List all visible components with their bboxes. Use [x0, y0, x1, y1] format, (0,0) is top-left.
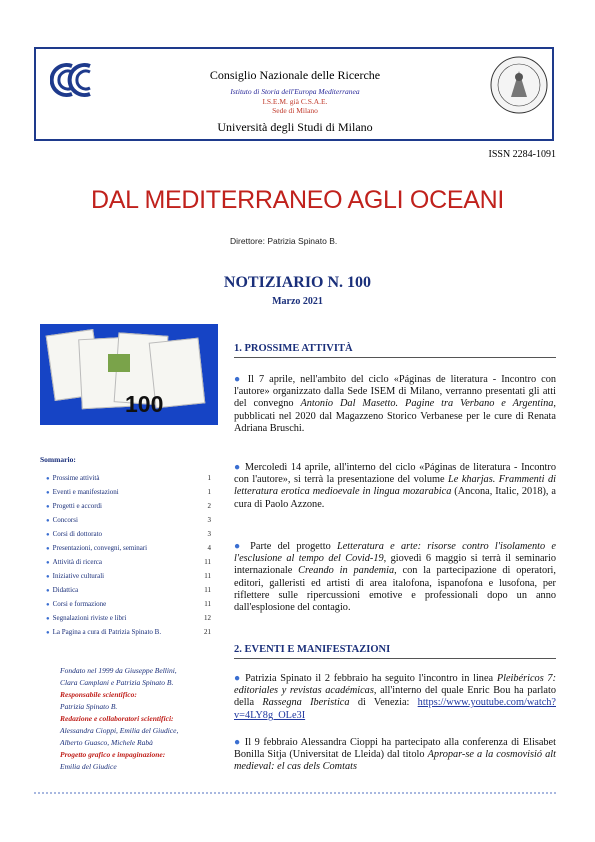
section-heading-1: 1. PROSSIME ATTIVITÀ [234, 343, 556, 358]
toc-item[interactable]: ● Progetti e accordi 2 [46, 502, 211, 510]
paragraph-4: ● Patrizia Spinato il 2 febbraio ha seguito l'incontro in linea Pleibéricos 7: editoriales y revistas académicas, all'interno del quale Enric Bou ha parlato della Rassegna Iberistica di Venezia: https://www.youtube.com/watch?v=4LY8g_OLe3I [234, 673, 556, 721]
summary-heading: Sommario: [40, 455, 76, 464]
page-title: DAL MEDITERRANEO AGLI OCEANI [91, 186, 504, 214]
issue-date: Marzo 2021 [272, 296, 323, 307]
toc-item[interactable]: ● Didattica 11 [46, 586, 211, 594]
toc-item[interactable]: ● Presentazioni, convegni, seminari 4 [46, 544, 211, 552]
cover-number: 100 [125, 391, 164, 417]
toc-item[interactable]: ● Segnalazioni riviste e libri 12 [46, 614, 211, 622]
toc-item[interactable]: ● Iniziative culturali 11 [46, 572, 211, 580]
credits-responsabile: Patrizia Spinato B. [60, 702, 118, 711]
university-seal-icon [489, 55, 549, 115]
youtube-link[interactable]: https://www.youtube.com/watch?v=4LY8g_OLe3I [234, 697, 556, 721]
credits-redazione-2: Alberto Guasco, Michele Rabà [60, 738, 153, 747]
credits-founded: Fondato nel 1999 da Giuseppe Bellini, [60, 666, 177, 675]
isem-label: I.S.E.M. già C.S.A.E. [262, 97, 328, 106]
footer-divider [34, 792, 556, 794]
credits-redazione-1: Alessandra Cioppi, Emilia del Giudice, [60, 726, 179, 735]
toc-item[interactable]: ● Eventi e manifestazioni 1 [46, 488, 211, 496]
institute-name: Istituto di Storia dell'Europa Mediterranea [230, 87, 360, 96]
credits-progetto: Emilia del Giudice [60, 762, 117, 771]
toc-item[interactable]: ● Prossime attività 1 [46, 474, 211, 482]
sede-label: Sede di Milano [272, 106, 318, 115]
toc-item[interactable]: ● Concorsi 3 [46, 516, 211, 524]
issn: ISSN 2284-1091 [488, 149, 556, 160]
paragraph-2: ● Mercoledì 14 aprile, all'interno del ciclo «Páginas de literatura - Incontro con l'autore», si terrà la presentazione del volume Le kharjas. Frammenti di letteratura erotica medioevale in lingua mozarabica (Ancona, Italic, 2018), a cura di Paolo Azzone. [234, 462, 557, 510]
credits-progetto-heading: Progetto grafico e impaginazione: [60, 750, 166, 759]
university-name: Università degli Studi di Milano [217, 120, 373, 134]
issue-number: NOTIZIARIO N. 100 [223, 274, 372, 291]
section-heading-2: 2. EVENTI E MANIFESTAZIONI [234, 644, 556, 659]
toc-item[interactable]: ● La Pagina a cura di Patrizia Spinato B. 21 [46, 628, 211, 636]
toc-item[interactable]: ● Corsi e formazione 11 [46, 600, 211, 608]
paragraph-3: ● Parte del progetto Letteratura e arte: risorse contro l'isolamento e l'esclusione al tempo del Covid-19, giovedì 6 maggio si terrà il seminario internazionale Creando in pandemia, con la partecipazione di operatori, editori, galleristi ed artisti di area italofona, ispanofona e lusofona, per riflettere sulle ripercussioni emotive e professionali dopo un anno dall'esplosione del contagio. [234, 541, 556, 614]
director: Direttore: Patrizia Spinato B. [230, 236, 338, 246]
institution-name: Consiglio Nazionale delle Ricerche [209, 68, 381, 82]
toc-item[interactable]: ● Corsi di dottorato 3 [46, 530, 211, 538]
paragraph-1: ● Il 7 aprile, nell'ambito del ciclo «Páginas de literatura - Incontro con l'autore» organizzato dalla Sede ISEM di Milano, verranno presentati gli atti del convegno Antonio Dal Masetto. Pagine tra Verbano e Argentina, pubblicati nel 2020 dal Magazzeno Storico Verbanese per le cure di Renata Adriana Bruschi. [234, 374, 556, 434]
cnr-logo-icon [50, 60, 100, 100]
credits-redazione-heading: Redazione e collaboratori scientifici: [60, 714, 174, 723]
paragraph-5: ● Il 9 febbraio Alessandra Cioppi ha partecipato alla conferenza di Elisabet Bonilla Sitja (Universitat de Lleida) dal titolo Apropar-se a la cosmovisió alt medieval: el cas dels Comtats [234, 737, 556, 773]
credits-founded-2: Clara Camplani e Patrizia Spinato B. [60, 678, 174, 687]
credits-responsabile-heading: Responsabile scientifico: [60, 690, 137, 699]
toc-item[interactable]: ● Attività di ricerca 11 [46, 558, 211, 566]
